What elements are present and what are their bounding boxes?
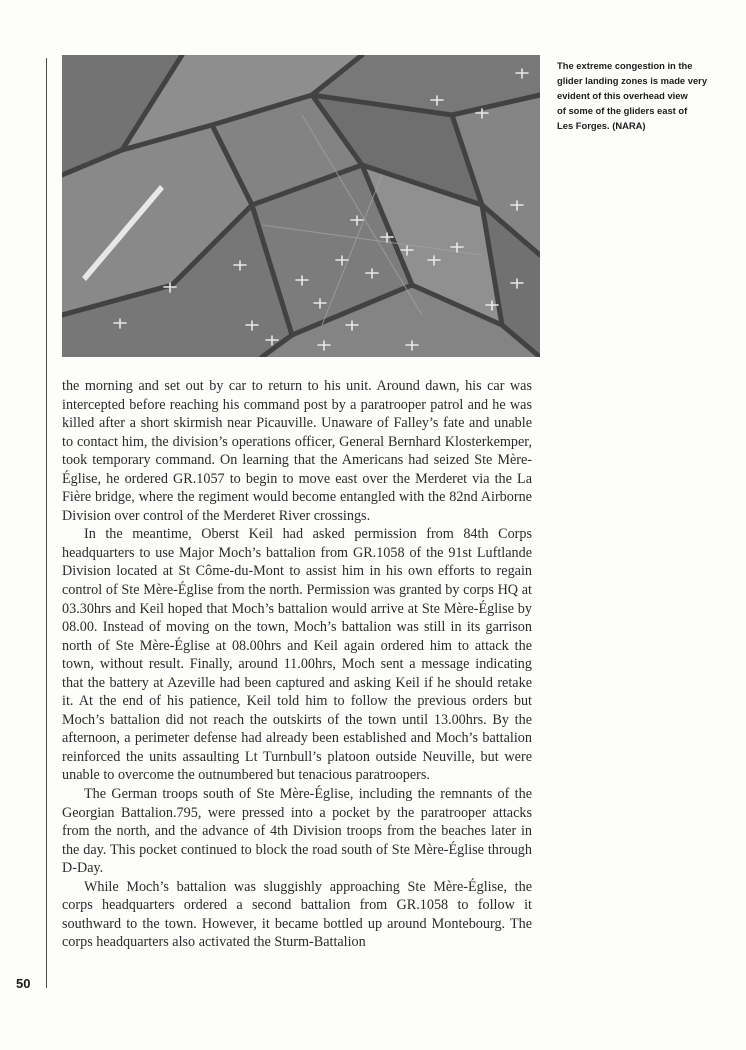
caption-line: Les Forges. (NARA) [557,120,646,131]
paragraph: While Moch’s battalion was sluggishly approaching Ste Mère-Église, the corps headquarters ordered a second battalion from GR.1058 to follow it southward to the town. However, it became bottled up around Montebourg. The corps headquarters also activated the Sturm-Battalion [62,878,532,951]
caption-line: evident of this overhead view [557,90,688,101]
caption-line: of some of the gliders east of [557,105,688,116]
photo-caption [557,58,739,133]
paragraph: The German troops south of Ste Mère-Église, including the remnants of the Georgian Battalion.795, were pressed into a pocket by the paratrooper attacks from the north, and the advance of 4th Division troops from the beaches later in the day. This pocket continued to block the road south of Ste Mère-Église through D-Day. [62,786,532,877]
body-text [62,377,532,952]
paragraph: the morning and set out by car to return to his unit. Around dawn, his car was intercepted before reaching his command post by a paratrooper patrol and he was killed after a short skirmish near Picauville. Unaware of Falley’s fate and unable to contact him, the division’s operations officer, General Bernhard Klosterkemper, took temporary command. On learning that the Americans had seized Ste Mère-Église, he ordered GR.1057 to begin to move east over the Merderet via the La Fière bridge, where the regiment would become entangled with the 82nd Airborne Division over control of the Merderet River crossings. [62,378,532,524]
margin-rule [46,58,47,988]
aerial-photo-gliders [62,55,540,357]
caption-line: glider landing zones is made very [557,75,708,86]
aerial-photo-graphic [62,55,540,357]
paragraph: In the meantime, Oberst Keil had asked permission from 84th Corps headquarters to use Major Moch’s battalion from GR.1058 of the 91st Luftlande Division located at St Côme-du-Mont to assist him in his own efforts to regain control of Ste Mère-Église from the north. Permission was granted by corps HQ at 03.30hrs and Keil hoped that Moch’s battalion would arrive at Ste Mère-Église by 08.00. Instead of moving on the town, Moch’s battalion was still in its garrison north of Ste Mère-Église at 08.00hrs and Keil again ordered him to attack the town, without result. Finally, around 11.00hrs, Moch sent a message indicating that the battery at Azeville had been captured and asking Keil if he should retake it. At the end of his patience, Keil told him to follow the previous orders but Moch’s battalion did not reach the outskirts of the town until 13.00hrs. By the afternoon, a perimeter defense had already been established and Moch’s battalion reinforced the units assaulting Lt Turnbull’s platoon outside Neuville, but were unable to overcome the outnumbered but tenacious paratroopers. [62,526,532,784]
caption-line: The extreme congestion in the [557,60,693,71]
page-number: 50 [16,976,31,991]
